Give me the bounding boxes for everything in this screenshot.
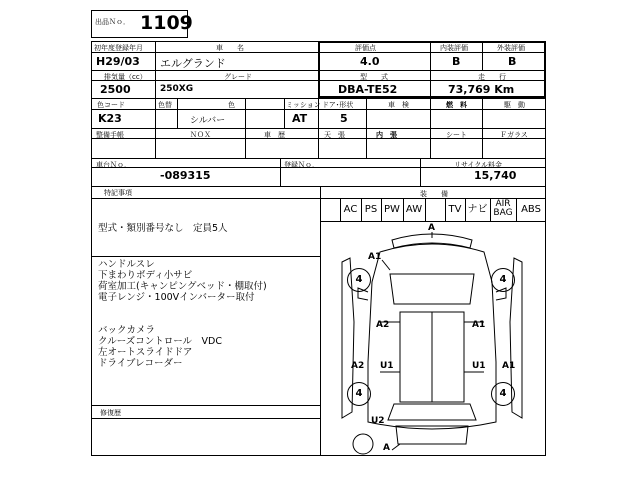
damage-mark-front: A — [428, 223, 435, 233]
car-history-label: 車 歴 — [264, 131, 285, 139]
model-label: 型 式 — [360, 73, 388, 81]
interior-grade: B — [452, 55, 461, 68]
tire-front-left: 4 — [347, 268, 371, 292]
equipment-pw: PW — [384, 204, 400, 215]
tire-front-right: 4 — [491, 268, 515, 292]
chassis-number: -089315 — [160, 169, 211, 182]
windshield-label: Ｆガラス — [500, 131, 528, 139]
exterior-grade: B — [508, 55, 517, 68]
tire-rear-left: 4 — [347, 382, 371, 406]
damage-mark-left-rear-u: U1 — [380, 361, 394, 371]
displacement-label: 排気量（cc） — [104, 73, 147, 81]
damage-mark-right-rear-u: U1 — [472, 361, 486, 371]
seat-label: シート — [446, 131, 467, 139]
mission: AT — [292, 112, 308, 125]
maintenance-book-label: 整備手帳 — [96, 131, 124, 139]
chassis-number-label: 車台Ｎｏ． — [96, 161, 131, 169]
car-name-label: 車 名 — [216, 44, 244, 52]
note-line: ドライブレコーダー — [98, 358, 183, 369]
grade: 250XG — [160, 84, 194, 94]
recycle-fee: 15,740 — [474, 169, 517, 182]
model-code: DBA-TE52 — [338, 83, 398, 96]
equipment-tv: TV — [448, 204, 462, 215]
lot-number: 1109 — [140, 12, 193, 34]
door-shape-label: ドア･形状 — [322, 101, 354, 109]
grade-label: グレード — [224, 73, 252, 81]
roof-lining-label: 天 張 — [324, 131, 345, 139]
recycle-fee-label: リサイクル料金 — [454, 161, 503, 169]
damage-mark-front-left: A1 — [368, 252, 382, 262]
damage-mark-rear-u2: U2 — [371, 416, 385, 426]
car-name: エルグランド — [160, 57, 226, 70]
score-value: 4.0 — [360, 55, 380, 68]
color-label: 色 — [228, 101, 235, 109]
equipment-aw: AW — [405, 204, 423, 215]
interior-lining-label: 内 張 — [376, 131, 397, 139]
note-line: 型式・類別番号なし 定員5人 — [98, 223, 228, 234]
equipment-navi: ナビ — [467, 204, 488, 215]
mileage-label: 走 行 — [478, 73, 506, 81]
damage-mark-left-door: A2 — [376, 320, 390, 330]
inspection-label: 車 検 — [388, 101, 409, 109]
note-line: 荷室加工(キャンピングベッド・棚取付) — [98, 281, 267, 292]
year-label: 初年度登録年月 — [94, 44, 143, 52]
color-code-label: 色コード — [97, 101, 125, 109]
note-line: クルーズコントロール VDC — [98, 336, 222, 347]
drive-label: 駆 動 — [504, 101, 525, 109]
lot-number-label: 出品Ｎｏ． — [95, 18, 130, 26]
equipment-airbag: AIR BAG — [493, 199, 513, 218]
color-change-label: 色替 — [158, 101, 172, 109]
equipment-label: 装 備 — [420, 190, 448, 198]
note-line: バックカメラ — [98, 325, 156, 336]
score-label: 評価点 — [355, 44, 376, 52]
tire-rear-right: 4 — [491, 382, 515, 406]
repair-history-label: 修復歴 — [100, 409, 121, 417]
mission-label: ミッション — [286, 101, 321, 109]
registration-number-label: 登録Ｎｏ． — [284, 161, 319, 169]
notes-label: 特記事項 — [104, 189, 132, 197]
exterior-grade-label: 外装評価 — [497, 44, 525, 52]
note-line: 電子レンジ・100Vインバーター取付 — [98, 292, 255, 303]
equipment-ps: PS — [364, 204, 378, 215]
note-line: ハンドルスレ — [98, 259, 155, 270]
mileage: 73,769 Km — [448, 83, 515, 96]
damage-mark-right-door: A1 — [472, 320, 486, 330]
damage-mark-rear: A — [383, 443, 390, 453]
door-count: 5 — [340, 112, 348, 125]
vehicle-diagram — [320, 222, 546, 456]
damage-mark-right-rear: A1 — [502, 361, 516, 371]
note-line: 左オートスライドドア — [98, 347, 193, 358]
interior-grade-label: 内装評価 — [440, 44, 468, 52]
damage-mark-left-rear: A2 — [351, 361, 365, 371]
first-registration: H29/03 — [96, 55, 140, 68]
color-code: K23 — [98, 112, 122, 125]
nox-label: ＮＯＸ — [190, 131, 211, 139]
fuel-label: 燃 料 — [446, 101, 467, 109]
equipment-abs: ABS — [521, 204, 541, 215]
equipment-ac: AC — [343, 204, 358, 215]
color: シルバー — [190, 116, 226, 126]
note-line: 下まわりボディ小サビ — [98, 270, 193, 281]
displacement: 2500 — [100, 83, 131, 96]
